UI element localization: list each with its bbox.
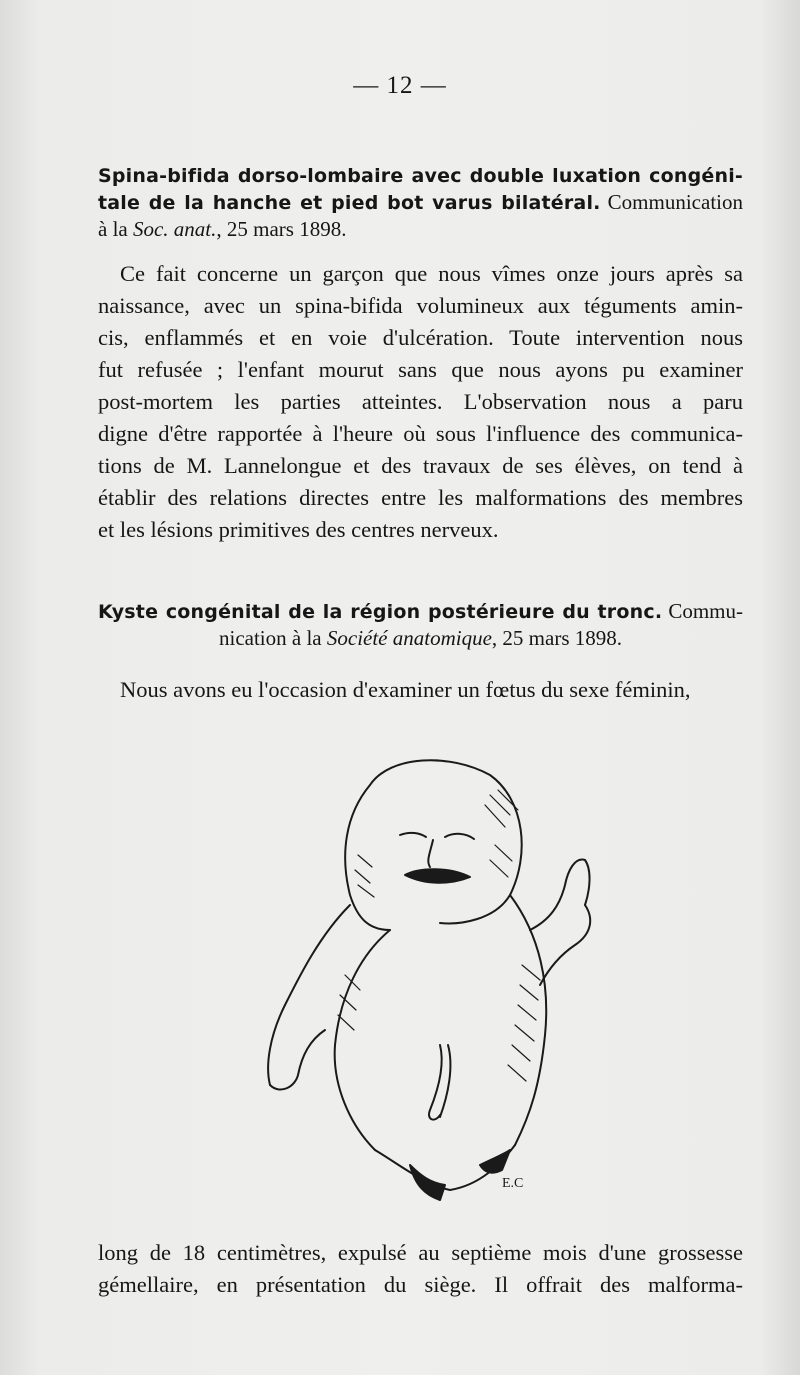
body-line: digne d'être rapportée à l'heure où sous l'influence des communica- xyxy=(98,421,743,446)
body-line: tions de M. Lannelongue et des travaux de ses élèves, on tend à xyxy=(98,453,743,478)
body-line: post-mortem les parties atteintes. L'observation nous a paru xyxy=(98,389,743,414)
body-line: établir des relations directes entre les malformations des membres xyxy=(98,485,743,510)
page-number: — 12 — xyxy=(353,72,447,99)
section2-title-line-1: Kyste congénital de la région postérieure du tronc. Commu- xyxy=(98,599,743,623)
section2-body-start xyxy=(98,674,743,706)
fetus-illustration xyxy=(240,745,610,1205)
body-line: gémellaire, en présentation du siège. Il offrait des malforma- xyxy=(98,1272,743,1297)
body-line: et les lésions primitives des centres nerveux. xyxy=(98,517,499,542)
section1-title xyxy=(98,162,743,242)
section1-title-line-1: Spina-bifida dorso-lombaire avec double luxation congéni- xyxy=(98,165,743,187)
body-line: naissance, avec un spina-bifida volumineux aux téguments amin- xyxy=(98,293,743,318)
body-line: Nous avons eu l'occasion d'examiner un fœtus du sexe féminin, xyxy=(120,677,691,702)
section1-title-line-2: tale de la hanche et pied bot varus bilatéral. Communication xyxy=(98,190,743,214)
fetus-engraving-icon xyxy=(240,745,610,1205)
figure-signature: E.C xyxy=(502,1176,524,1191)
body-line: long de 18 centimètres, expulsé au septième mois d'une grossesse xyxy=(98,1240,743,1265)
section2-body-end xyxy=(98,1237,743,1301)
body-line: cis, enflammés et en voie d'ulcération. Toute intervention nous xyxy=(98,325,743,350)
section1-body xyxy=(98,258,743,546)
body-line: fut refusée ; l'enfant mourut sans que nous ayons pu examiner xyxy=(98,357,743,382)
section2-title-line-2: nication à la Société anatomique, 25 mars 1898. xyxy=(219,626,622,650)
section2-title xyxy=(98,598,743,651)
body-line: Ce fait concerne un garçon que nous vîmes onze jours après sa xyxy=(120,261,743,286)
section1-title-line-3: à la Soc. anat., 25 mars 1898. xyxy=(98,217,347,241)
